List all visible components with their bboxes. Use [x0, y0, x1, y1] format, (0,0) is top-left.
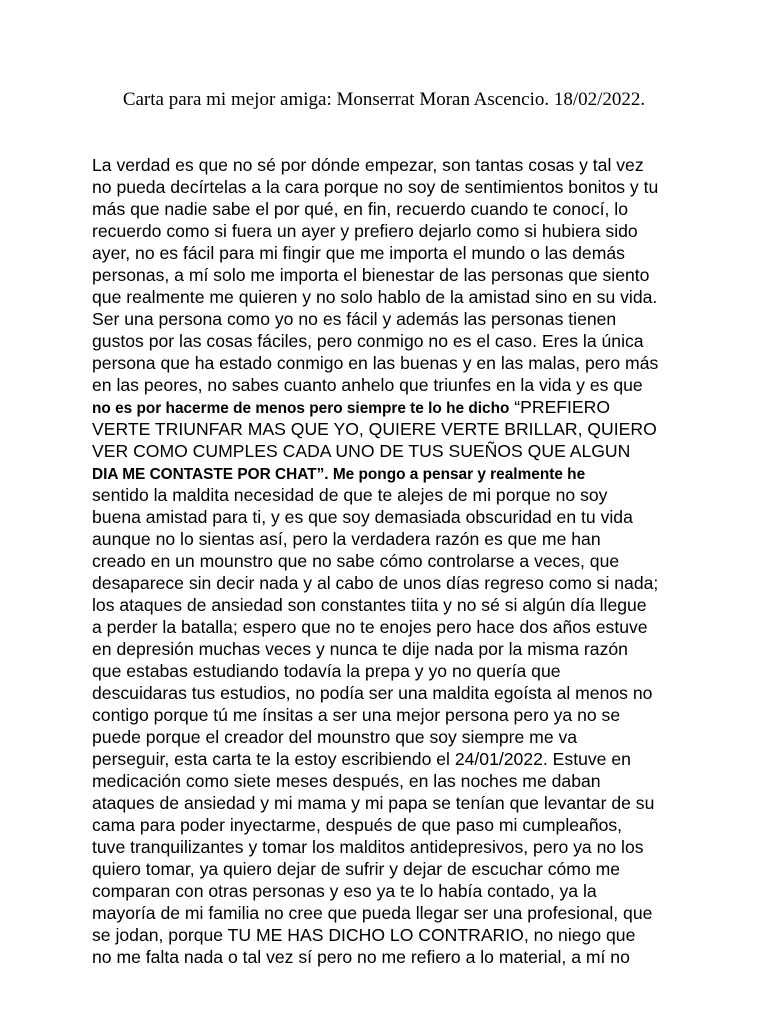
text-line [92, 198, 692, 220]
text-line [92, 154, 692, 176]
text-line [92, 726, 692, 748]
line-text: que realmente me quieren y no solo hablo de la amistad sino en su vida. [92, 287, 658, 307]
line-text: puede porque el creador del mounstro que soy siempre me va [92, 727, 578, 747]
line-text: “PREFIERO [509, 397, 611, 417]
text-line [92, 616, 692, 638]
text-line [92, 594, 692, 616]
line-text: comparan con otras personas y eso ya te lo había contado, ya la [92, 881, 597, 901]
line-text: desaparece sin decir nada y al cabo de unos días regreso como si nada; [92, 573, 659, 593]
line-text: La verdad es que no sé por dónde empezar, son tantas cosas y tal vez [92, 155, 644, 175]
line-text: personas, a mí solo me importa el bienestar de las personas que siento [92, 265, 650, 285]
line-text: contigo porque tú me ínsitas a ser una mejor persona pero ya no se [92, 705, 621, 725]
line-text: recuerdo como si fuera un ayer y prefiero dejarlo como si hubiera sido [92, 221, 638, 241]
text-line [92, 440, 692, 462]
text-line [92, 550, 692, 572]
line-text: gustos por las cosas fáciles, pero conmigo no es el caso. Eres la única [92, 331, 644, 351]
line-text: no me falta nada o tal vez sí pero no me refiero a lo material, a mí no [92, 947, 630, 967]
line-text: perseguir, esta carta te la estoy escribiendo el 24/01/2022. Estuve en [92, 749, 631, 769]
text-line [92, 814, 692, 836]
line-text: sentido la maldita necesidad de que te alejes de mi porque no soy [92, 485, 608, 505]
text-line [92, 858, 692, 880]
line-text: cama para poder inyectarme, después de que paso mi cumpleaños, [92, 815, 623, 835]
line-text: tuve tranquilizantes y tomar los malditos antidepresivos, pero ya no los [92, 837, 644, 857]
text-line [92, 264, 692, 286]
text-line [92, 176, 692, 198]
line-text: persona que ha estado conmigo en las buenas y en las malas, pero más [92, 353, 659, 373]
line-text: a perder la batalla; espero que no te enojes pero hace dos años estuve [92, 617, 648, 637]
text-line [92, 682, 692, 704]
text-line [92, 792, 692, 814]
line-text: VERTE TRIUNFAR MAS QUE YO, QUIERE VERTE BRILLAR, QUIERO [92, 419, 657, 439]
text-line [92, 638, 692, 660]
text-line [92, 902, 692, 924]
text-line [92, 880, 692, 902]
text-line [92, 396, 692, 418]
line-text: en depresión muchas veces y nunca te dije nada por la misma razón [92, 639, 628, 659]
text-line [92, 242, 692, 264]
text-line [92, 330, 692, 352]
text-line [92, 462, 692, 484]
line-text: ayer, no es fácil para mi fingir que me importa el mundo o las demás [92, 243, 625, 263]
line-text: descuidaras tus estudios, no podía ser una maldita egoísta al menos no [92, 683, 653, 703]
line-text: medicación como siete meses después, en las noches me daban [92, 771, 601, 791]
text-line [92, 374, 692, 396]
text-line [92, 506, 692, 528]
line-text: que estabas estudiando todavía la prepa y yo no quería que [92, 661, 561, 681]
text-line [92, 924, 692, 946]
text-line [92, 572, 692, 594]
text-line [92, 484, 692, 506]
text-line [92, 748, 692, 770]
line-text: no pueda decírtelas a la cara porque no soy de sentimientos bonitos y tu [92, 177, 659, 197]
line-text: ataques de ansiedad y mi mama y mi papa se tenían que levantar de su [92, 793, 655, 813]
text-line [92, 528, 692, 550]
line-text: más que nadie sabe el por qué, en fin, recuerdo cuando te conocí, lo [92, 199, 628, 219]
text-line [92, 770, 692, 792]
line-text: mayoría de mi familia no cree que pueda llegar ser una profesional, que [92, 903, 653, 923]
text-line [92, 352, 692, 374]
line-text: los ataques de ansiedad son constantes tiita y no sé si algún día llegue [92, 595, 647, 615]
text-line [92, 220, 692, 242]
text-line [92, 286, 692, 308]
line-text: se jodan, porque TU ME HAS DICHO LO CONTRARIO, no niego que [92, 925, 636, 945]
bold-text: DIA ME CONTASTE POR CHAT”. Me pongo a pensar y realmente he [92, 466, 586, 483]
letter-title: Carta para mi mejor amiga: Monserrat Moran Ascencio. 18/02/2022. [122, 89, 646, 110]
text-line [92, 704, 692, 726]
text-line [92, 946, 692, 968]
text-line [92, 836, 692, 858]
line-text: quiero tomar, ya quiero dejar de sufrir y dejar de escuchar cómo me [92, 859, 621, 879]
line-text: VER COMO CUMPLES CADA UNO DE TUS SUEÑOS QUE ALGUN [92, 441, 631, 461]
letter-body [92, 154, 692, 968]
text-line [92, 660, 692, 682]
line-text: buena amistad para ti, y es que soy demasiada obscuridad en tu vida [92, 507, 633, 527]
bold-text: no es por hacerme de menos pero siempre te lo he dicho [92, 400, 510, 417]
line-text: Ser una persona como yo no es fácil y además las personas tienen [92, 309, 617, 329]
line-text: en las peores, no sabes cuanto anhelo que triunfes en la vida y es que [92, 375, 643, 395]
text-line [92, 418, 692, 440]
line-text: creado en un mounstro que no sabe cómo controlarse a veces, que [92, 551, 620, 571]
text-line [92, 308, 692, 330]
line-text: aunque no lo sientas así, pero la verdadera razón es que me han [92, 529, 601, 549]
